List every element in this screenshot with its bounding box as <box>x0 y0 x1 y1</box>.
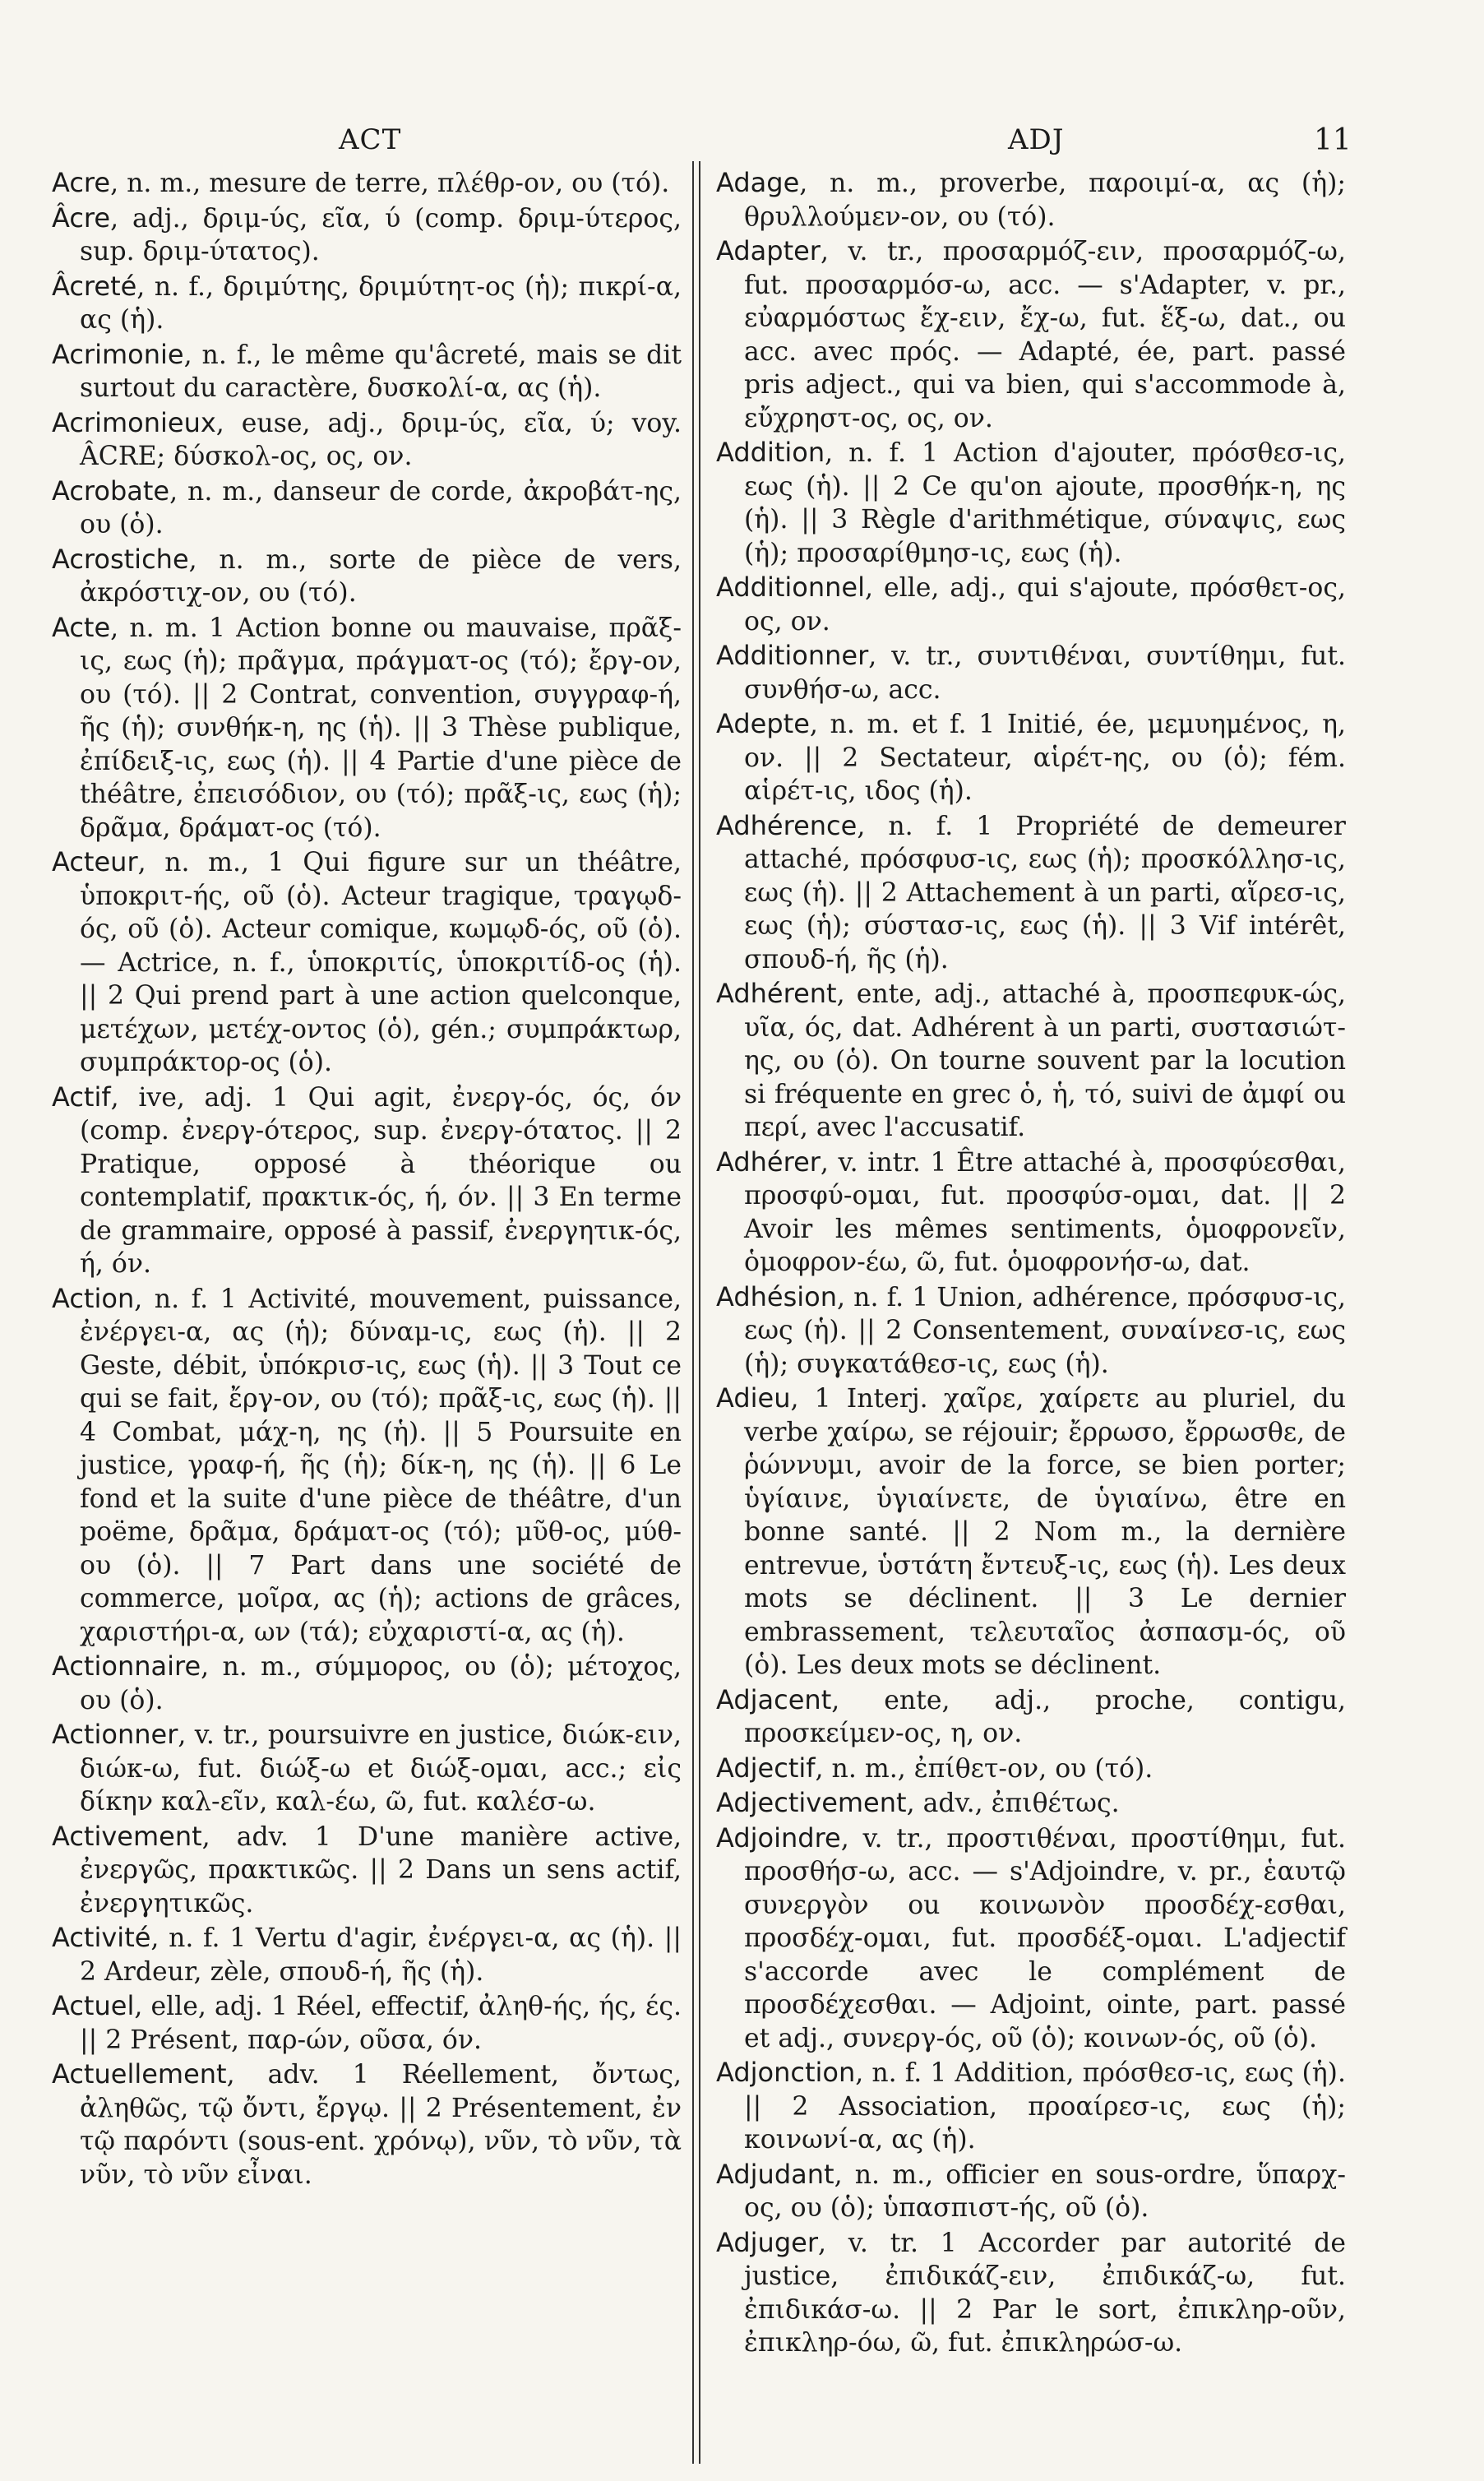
entry-headword: Adhérent <box>716 978 837 1009</box>
dictionary-entry <box>716 1752 1346 1786</box>
dictionary-entry <box>716 2158 1346 2225</box>
entry-headword: Adepte <box>716 708 810 739</box>
entry-definition: , elle, adj., qui s'ajoute, πρόσθετ-ος, ος, ον. <box>744 573 1346 636</box>
entry-definition: , ive, adj. 1 Qui agit, ἐνεργ-ός, ός, όν (comp. ἐνεργ-ότερος, sup. ἐνεργ-ότατος. || 2 Pratique, opposé à théorique ou contemplatif, πρακτικ-ός, ή, όν. || 3 En terme de grammaire, opposé à passif, ἐνεργητικ-ός, ή, όν. <box>80 1082 682 1279</box>
entry-definition: , n. m., 1 Qui figure sur un théâtre, ὑποκριτ-ής, οῦ (ὁ). Acteur tragique, τραγῳδ-ός, οῦ (ὁ). Acteur comique, κωμῳδ-ός, οῦ (ὁ). — Actrice, n. f., ὑποκριτίς, ὑποκριτίδ-ος (ἡ). || 2 Qui prend part à une action quelconque, μετέχων, μετέχ-οντος (ὁ), gén.; συμπράκτωρ, συμπράκτορ-ος (ὁ). <box>80 848 682 1077</box>
entry-headword: Addition <box>716 437 825 468</box>
entry-headword: Adjonction <box>716 2057 856 2088</box>
dictionary-entry <box>52 2057 682 2192</box>
entry-definition: , v. tr., προστιθέναι, προστίθημι, fut. προσθήσ-ω, acc. — s'Adjoindre, v. pr., ἑαυτῷ συνεργὸν ou κοινωνὸν προσδέχ-εσθαι, προσδέχ-ομαι, fut. προσδέξ-ομαι. L'adjectif s'accorde avec le complément de προσδέχεσθαι. — Adjoint, ointe, part. passé et adj., συνεργ-ός, οῦ (ὁ); κοινων-ός, οῦ (ὁ). <box>744 1823 1346 2053</box>
entry-headword: Adjectif <box>716 1752 816 1784</box>
entry-definition: , adv. 1 D'une manière active, ἐνεργῶς, πρακτικῶς. || 2 Dans un sens actif, ἐνεργητικῶς. <box>80 1821 682 1919</box>
dictionary-entry <box>52 1989 682 2057</box>
entry-headword: Adjuger <box>716 2226 818 2258</box>
dictionary-entry <box>52 201 682 269</box>
dictionary-entry <box>716 1683 1346 1751</box>
entry-headword: Actuellement <box>52 2058 227 2090</box>
dictionary-entry <box>52 1282 682 1650</box>
dictionary-entry <box>52 166 682 201</box>
entry-headword: Action <box>52 1282 135 1314</box>
entry-definition: , n. f. 1 Action d'ajouter, πρόσθεσ-ις, εως (ἡ). || 2 Ce qu'on ajoute, προσθήκ-η, ης (ἡ). || 3 Règle d'arithmétique, σύναψις, εως (ἡ); προσαρίθμησ-ις, εως (ἡ). <box>744 438 1346 568</box>
entry-definition: , v. tr., προσαρμόζ-ειν, προσαρμόζ-ω, fut. προσαρμόσ-ω, acc. — s'Adapter, v. pr., εὐαρμόστως ἔχ-ειν, ἔχ-ω, fut. ἕξ-ω, dat., ou acc. avec πρός. — Adapté, ée, part. passé pris adject., qui va bien, qui s'accommode à, εὔχρηστ-ος, ος, ον. <box>744 237 1346 433</box>
dictionary-entry <box>52 474 682 542</box>
right-column <box>716 166 1346 2361</box>
entry-headword: Actuel <box>52 1990 135 2021</box>
entry-headword: Adage <box>716 167 800 198</box>
entry-definition: , n. m., ἐπίθετ-ον, ου (τό). <box>815 1753 1153 1784</box>
entry-headword: Activement <box>52 1820 202 1852</box>
dictionary-entry <box>52 1650 682 1717</box>
entry-headword: Adjectivement <box>716 1787 907 1818</box>
entry-definition: , n. f. 1 Activité, mouvement, puissance, ἐνέργει-α, ας (ἡ); δύναμ-ις, εως (ἡ). || 2 Geste, débit, ὑπόκρισ-ις, εως (ἡ). || 3 Tout ce qui se fait, ἔργ-ον, ου (τό); πρᾶξ-ις, εως (ἡ). || 4 Combat, μάχ-η, ης (ἡ). || 5 Poursuite en justice, γραφ-ή, ῆς (ἡ); δίκ-η, ης (ἡ). || 6 Le fond et la suite d'une pièce de théâtre, d'un poëme, δρᾶμα, δράματ-ος (τό); μῦθ-ος, μύθ-ου (ὁ). || 7 Part dans une société de commerce, μοῖρα, ας (ἡ); actions de grâces, χαριστήρι-α, ων (τά); εὐχαριστί-α, ας (ἡ). <box>80 1284 682 1647</box>
dictionary-entry <box>52 543 682 610</box>
entry-definition: , n. f., le même qu'âcreté, mais se dit surtout du caractère, δυσκολί-α, ας (ἡ). <box>80 340 682 403</box>
entry-definition: , v. tr., συντιθέναι, συντίθημι, fut. συνθήσ-ω, acc. <box>744 641 1346 705</box>
entry-headword: Acrimonieux <box>52 406 216 438</box>
dictionary-entry <box>716 571 1346 638</box>
entry-definition: , ente, adj., proche, contigu, προσκείμεν-ος, η, ον. <box>744 1685 1346 1748</box>
entry-headword: Activité <box>52 1922 151 1953</box>
dictionary-entry <box>52 845 682 1080</box>
entry-headword: Adhérer <box>716 1146 821 1178</box>
entry-definition: , 1 Interj. χαῖρε, χαίρετε au pluriel, du verbe χαίρω, se réjouir; ἔρρωσο, ἔρρωσθε, de ῥώννυμι, avoir de la force, se bien porter; ὑγίαινε, ὑγιαίνετε, de ὑγιαίνω, être en bonne santé. || 2 Nom m., la dernière entrevue, ὑστάτη ἔντευξ-ις, εως (ἡ). Les deux mots se déclinent. || 3 Le dernier embrassement, τελευταῖος ἀσπασμ-ός, οῦ (ὁ). Les deux mots se déclinent. <box>744 1384 1346 1680</box>
entry-headword: Actif <box>52 1081 111 1113</box>
entry-definition: , v. tr. 1 Accorder par autorité de justice, ἐπιδικάζ-ειν, ἐπιδικάζ-ω, fut. ἐπιδικάσ-ω. || 2 Par le sort, ἐπικληρ-οῦν, ἐπικληρ-όω, ῶ, fut. ἐπικληρώσ-ω. <box>744 2228 1346 2358</box>
column-divider <box>699 161 700 2464</box>
entry-headword: Additionner <box>716 640 869 671</box>
entry-definition: , v. tr., poursuivre en justice, διώκ-ειν, διώκ-ω, fut. διώξ-ω et διώξ-ομαι, acc.; εἰς δίκην καλ-εῖν, καλ-έω, ῶ, fut. καλέσ-ω. <box>80 1720 682 1817</box>
dictionary-entry <box>52 1921 682 1988</box>
entry-headword: Acre <box>52 167 111 198</box>
entry-definition: , adv. 1 Réellement, ὄντως, ἀληθῶς, τῷ ὄντι, ἔργῳ. || 2 Présentement, ἐν τῷ παρόντι (sous-ent. χρόνῳ), νῦν, τὸ νῦν, τὰ νῦν, τὸ νῦν εἶναι. <box>80 2060 682 2190</box>
entry-headword: Actionner <box>52 1719 178 1750</box>
entry-definition: , euse, adj., δριμ-ύς, εῖα, ύ; voy. ÂCRE; δύσκολ-ος, ος, ον. <box>80 408 682 471</box>
running-head-right: ADJ <box>1008 123 1065 156</box>
entry-definition: , n. f. 1 Addition, πρόσθεσ-ις, εως (ἡ). || 2 Association, προαίρεσ-ις, εως (ἡ); κοινωνί-α, ας (ἡ). <box>744 2058 1346 2155</box>
entry-headword: Acte <box>52 611 111 643</box>
dictionary-entry <box>716 436 1346 570</box>
dictionary-entry <box>52 1820 682 1921</box>
entry-headword: Adjudant <box>716 2158 834 2190</box>
dictionary-entry <box>716 1786 1346 1821</box>
entry-definition: , n. m., officier en sous-ordre, ὕπαρχ-ος, ου (ὁ); ὑπασπιστ-ής, οῦ (ὁ). <box>744 2159 1346 2223</box>
entry-headword: Âcreté <box>52 270 137 302</box>
dictionary-entry <box>716 977 1346 1145</box>
entry-definition: , v. intr. 1 Être attaché à, προσφύεσθαι, προσφύ-ομαι, fut. προσφύσ-ομαι, dat. || 2 Avoir les mêmes sentiments, ὁμοφρονεῖν, ὁμοφρον-έω, ῶ, fut. ὁμοφρονήσ-ω, dat. <box>744 1147 1346 1277</box>
entry-headword: Acrimonie <box>52 338 184 370</box>
dictionary-entry <box>716 1146 1346 1280</box>
entry-headword: Adjacent <box>716 1683 832 1715</box>
entry-headword: Adieu <box>716 1382 791 1414</box>
dictionary-entry <box>716 1280 1346 1382</box>
entry-definition: , n. m., σύμμορος, ου (ὁ); μέτοχος, ου (ὁ). <box>80 1652 682 1715</box>
entry-headword: Acrobate <box>52 474 170 507</box>
entry-headword: Adhérence <box>716 809 858 841</box>
dictionary-entry <box>716 639 1346 706</box>
entry-definition: , adj., δριμ-ύς, εῖα, ύ (comp. δριμ-ύτερος, sup. δριμ-ύτατος). <box>80 203 682 266</box>
entry-headword: Adjoindre <box>716 1821 841 1854</box>
entry-definition: , n. m. et f. 1 Initié, ée, μεμυημένος, η, ον. || 2 Sectateur, αἱρέτ-ης, ου (ὁ); fém. αἱρέτ-ις, ιδος (ἡ). <box>744 710 1346 806</box>
entry-definition: , ente, adj., attaché à, προσπεφυκ-ώς, υῖα, ός, dat. Adhérent à un parti, συστασιώτ-ης, ου (ὁ). On tourne souvent par la locution si fréquente en grec ὁ, ἡ, τό, suivi de ἀμφί ou περί, avec l'accusatif. <box>744 979 1346 1142</box>
dictionary-entry <box>716 234 1346 435</box>
dictionary-entry <box>716 2226 1346 2360</box>
entry-headword: Actionnaire <box>52 1650 201 1682</box>
dictionary-entry <box>716 166 1346 234</box>
entry-definition: , n. f., δριμύτης, δριμύτητ-ος (ἡ); πικρί-α, ας (ἡ). <box>80 271 682 335</box>
running-head-left: ACT <box>339 123 402 156</box>
entry-definition: , elle, adj. 1 Réel, effectif, ἀληθ-ής, ής, ές. || 2 Présent, παρ-ών, οῦσα, όν. <box>80 1992 682 2055</box>
entry-headword: Additionnel <box>716 572 865 603</box>
entry-headword: Adhésion <box>716 1280 838 1312</box>
entry-definition: , n. f. 1 Union, adhérence, πρόσφυσ-ις, εως (ἡ). || 2 Consentement, συναίνεσ-ις, εως (ἡ); συγκατάθεσ-ις, εως (ἡ). <box>744 1282 1346 1379</box>
entry-definition: , n. m., danseur de corde, ἀκροβάτ-ης, ου (ὁ). <box>80 476 682 539</box>
left-column <box>52 166 682 2192</box>
entry-headword: Âcre <box>52 201 111 234</box>
dictionary-entry <box>716 1382 1346 1683</box>
dictionary-entry <box>52 270 682 337</box>
dictionary-entry <box>52 338 682 405</box>
dictionary-entry <box>52 1081 682 1281</box>
entry-definition: , n. m., sorte de pièce de vers, ἀκρόστιχ-ον, ου (τό). <box>80 544 682 608</box>
entry-definition: , n. f. 1 Propriété de demeurer attaché, πρόσφυσ-ις, εως (ἡ); προσκόλλησ-ις, εως (ἡ). || 2 Attachement à un parti, αἵρεσ-ις, εως (ἡ); σύστασ-ις, εως (ἡ). || 3 Vif intérêt, σπουδ-ή, ῆς (ἡ). <box>744 811 1346 974</box>
page-number: 11 <box>1314 123 1352 157</box>
entry-definition: , n. m. 1 Action bonne ou mauvaise, πρᾶξ-ις, εως (ἡ); πρᾶγμα, πράγματ-ος (τό); ἔργ-ον, ου (τό). || 2 Contrat, convention, συγγραφ-ή, ῆς (ἡ); συνθήκ-η, ης (ἡ). || 3 Thèse publique, ἐπίδειξ-ις, εως (ἡ). || 4 Partie d'une pièce de théâtre, ἐπεισόδιον, ου (τό); πρᾶξ-ις, εως (ἡ); δρᾶμα, δράματ-ος (τό). <box>80 613 682 843</box>
entry-definition: , n. m., proverbe, παροιμί-α, ας (ἡ); θρυλλούμεν-ον, ου (τό). <box>744 169 1346 232</box>
dictionary-entry <box>52 611 682 845</box>
dictionary-entry <box>716 1821 1346 2056</box>
entry-headword: Acrostiche <box>52 543 189 575</box>
dictionary-entry <box>52 1718 682 1819</box>
entry-definition: , n. f. 1 Vertu d'agir, ἐνέργει-α, ας (ἡ). || 2 Ardeur, zèle, σπουδ-ή, ῆς (ἡ). <box>80 1923 682 1987</box>
entry-definition: , adv., ἐπιθέτως. <box>906 1789 1120 1818</box>
column-divider <box>692 161 694 2464</box>
dictionary-entry <box>716 2056 1346 2157</box>
dictionary-entry <box>716 809 1346 977</box>
entry-headword: Acteur <box>52 846 138 877</box>
dictionary-entry <box>52 406 682 474</box>
entry-definition: , n. m., mesure de terre, πλέθρ-ον, ου (τό). <box>110 169 670 198</box>
dictionary-entry <box>716 707 1346 808</box>
entry-headword: Adapter <box>716 235 821 266</box>
